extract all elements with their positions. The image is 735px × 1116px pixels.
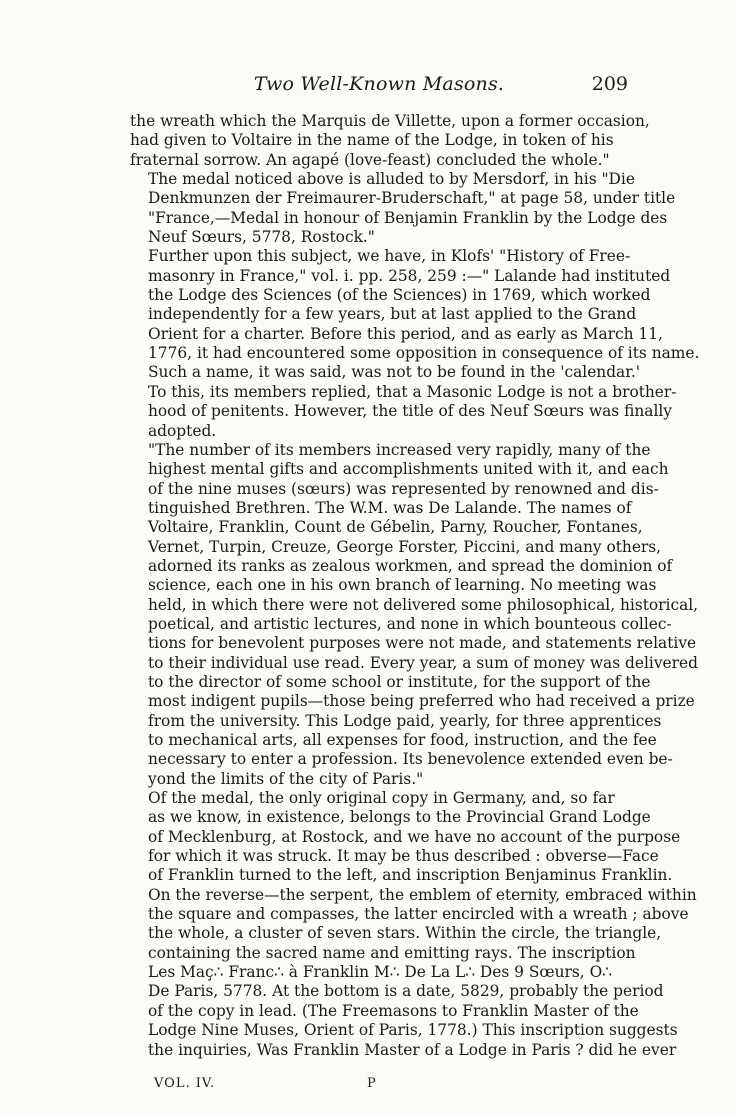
text-line: for which it was struck. It may be thus described : obverse—Face (148, 847, 659, 866)
text-line: De Paris, 5778. At the bottom is a date, 5829, probably the period (148, 982, 664, 1001)
text-line: from the university. This Lodge paid, yearly, for three apprentices (148, 711, 662, 730)
running-title: Two Well-Known Masons. (253, 73, 505, 95)
text-line: the whole, a cluster of seven stars. Within the circle, the triangle, (148, 924, 662, 943)
signature-mark: P (367, 1076, 377, 1091)
text-line: the wreath which the Marquis de Villette, upon a former occasion, (130, 112, 650, 130)
text-line: as we know, in existence, belongs to the Provincial Grand Lodge (148, 808, 651, 827)
paragraph (130, 440, 699, 789)
text-line: Voltaire, Franklin, Count de Gébelin, Parny, Roucher, Fontanes, (148, 518, 643, 537)
text-line: Such a name, it was said, was not to be found in the 'calendar.' (148, 363, 641, 382)
body-text (130, 112, 700, 1060)
text-line: "France,—Medal in honour of Benjamin Franklin by the Lodge des (148, 208, 668, 227)
page-header (130, 73, 628, 103)
text-line: fraternal sorrow. An agapé (love-feast) concluded the whole." (130, 150, 610, 169)
text-line: yond the limits of the city of Paris." (148, 769, 424, 788)
text-line: The medal noticed above is alluded to by Mersdorf, in his "Die (148, 170, 635, 189)
text-line: "The number of its members increased very rapidly, many of the (148, 440, 651, 459)
text-line: of the nine muses (sœurs) was represented by renowned and dis- (148, 479, 659, 498)
page-footer (154, 1076, 514, 1096)
text-line: poetical, and artistic lectures, and none in which bounteous collec- (148, 614, 672, 633)
text-line: held, in which there were not delivered some philosophical, historical, (148, 595, 699, 614)
text-line: Further upon this subject, we have, in Klofs' "History of Free- (148, 247, 631, 266)
text-line: to mechanical arts, all expenses for food, instruction, and the fee (148, 731, 657, 749)
text-line: the Lodge des Sciences (of the Sciences) in 1769, which worked (148, 286, 651, 305)
text-line: to their individual use read. Every year, a sum of money was delivered (148, 653, 698, 672)
text-line: highest mental gifts and accomplishments united with it, and each (148, 460, 669, 479)
text-line: hood of penitents. However, the title of des Neuf Sœurs was finally (148, 402, 672, 421)
text-line: On the reverse—the serpent, the emblem of eternity, embraced within (148, 885, 697, 904)
text-line: independently for a few years, but at last applied to the Grand (148, 305, 637, 324)
paragraph (130, 112, 650, 170)
volume-mark: VOL. IV. (154, 1076, 216, 1091)
text-line: the square and compasses, the latter encircled with a wreath ; above (148, 905, 689, 924)
text-line: necessary to enter a profession. Its benevolence extended even be- (148, 750, 673, 769)
text-line: science, each one in his own branch of learning. No meeting was (148, 576, 657, 595)
text-line: containing the sacred name and emitting rays. The inscription (148, 943, 636, 962)
page-number: 209 (591, 73, 628, 95)
text-line: adopted. (148, 421, 217, 440)
text-line: of the copy in lead. (The Freemasons to Franklin Master of the (148, 1001, 639, 1020)
text-line: masonry in France," vol. i. pp. 258, 259 :—" Lalande had instituted (148, 266, 671, 285)
paragraph (130, 247, 700, 440)
text-line: had given to Voltaire in the name of the Lodge, in token of his (130, 131, 614, 150)
text-line: tinguished Brethren. The W.M. was De Lalande. The names of (148, 498, 632, 517)
text-line: to the director of some school or institute, for the support of the (148, 672, 651, 691)
text-line: of Mecklenburg, at Rostock, and we have no account of the purpose (148, 827, 681, 846)
text-line: Orient for a charter. Before this period, and as early as March 11, (148, 324, 663, 343)
text-line: Denkmunzen der Freimaurer-Bruderschaft," at page 58, under title (148, 189, 676, 208)
text-line: 1776, it had encountered some opposition in consequence of its name. (148, 344, 700, 363)
text-line: of Franklin turned to the left, and inscription Benjaminus Franklin. (148, 866, 673, 885)
text-line: most indigent pupils—those being preferred who had received a prize (148, 692, 695, 711)
paragraph (130, 170, 676, 247)
text-line: Vernet, Turpin, Creuze, George Forster, Piccini, and many others, (148, 537, 662, 556)
text-line: tions for benevolent purposes were not made, and statements relative (148, 634, 697, 653)
text-line: Neuf Sœurs, 5778, Rostock." (148, 228, 375, 247)
text-line: adorned its ranks as zealous workmen, and spread the dominion of (148, 556, 673, 575)
text-line: To this, its members replied, that a Masonic Lodge is not a brother- (148, 382, 677, 401)
text-line: Lodge Nine Muses, Orient of Paris, 1778.) This inscription suggests (148, 1021, 678, 1040)
text-line: the inquiries, Was Franklin Master of a Lodge in Paris ? did he ever (148, 1040, 677, 1059)
text-line: Of the medal, the only original copy in Germany, and, so far (148, 789, 615, 808)
text-line: Les Maç∴ Franc∴ à Franklin M∴ De La L∴ Des 9 Sœurs, O∴ (148, 963, 612, 982)
paragraph (130, 789, 697, 1060)
